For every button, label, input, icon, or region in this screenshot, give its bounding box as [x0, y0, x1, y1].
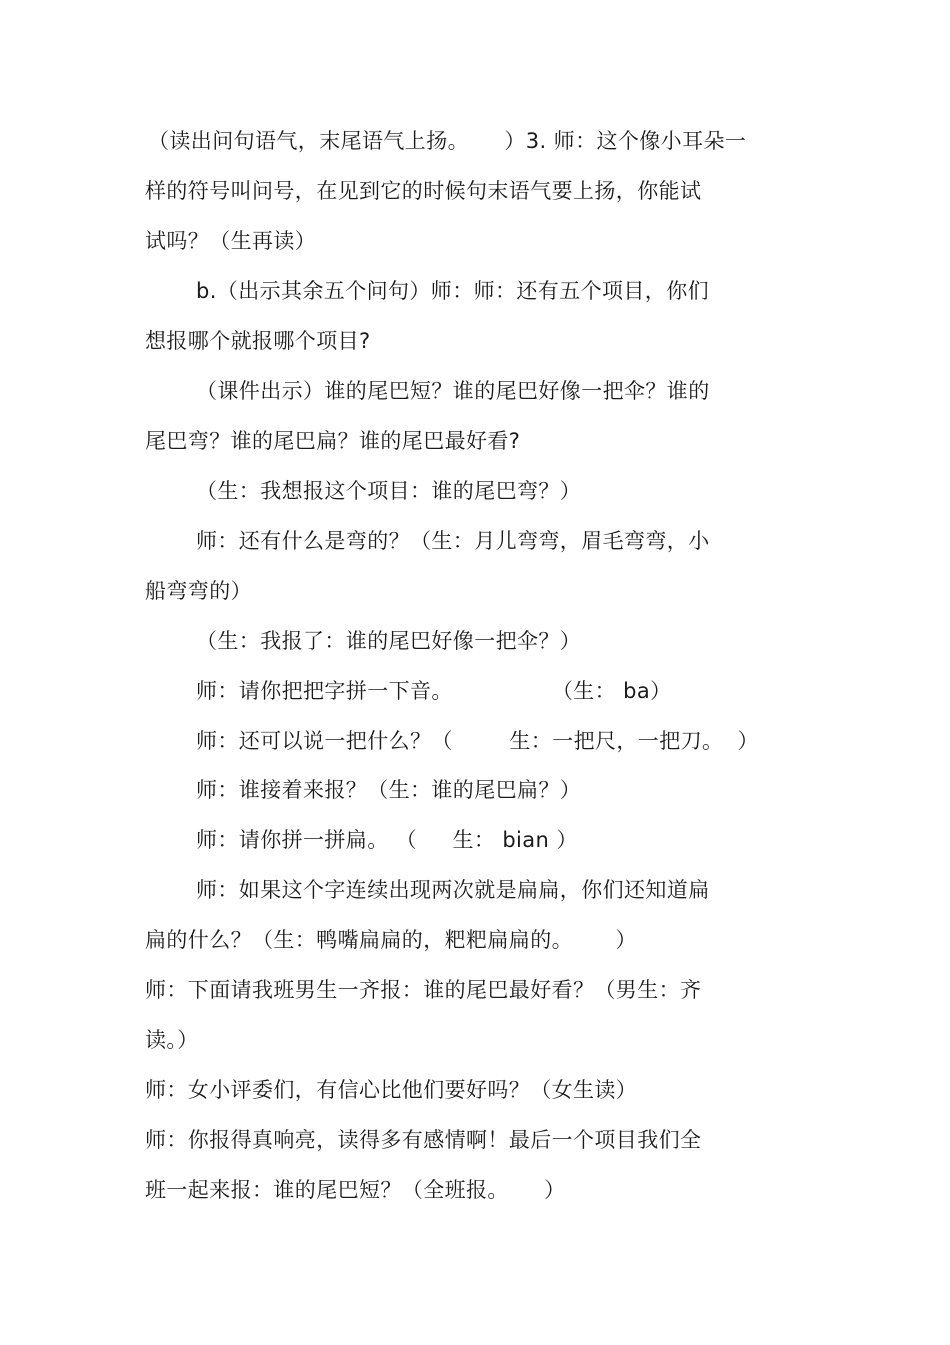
text-line: 船弯弯的）: [145, 579, 252, 603]
text-line: 读。）: [145, 1028, 199, 1052]
text-line: 班一起来报：谁的尾巴短？（全班报。 ）: [145, 1178, 566, 1202]
text-line: （读出问句语气，末尾语气上扬。 ）3. 师：这个像小耳朵一: [148, 129, 747, 153]
text-line: 师：还有什么是弯的？（生：月儿弯弯，眉毛弯弯，小: [196, 529, 710, 553]
text-line: 师：还可以说一把什么？（ 生：一把尺，一把刀。 ）: [196, 729, 759, 753]
text-line: 样的符号叫问号，在见到它的时候句末语气要上扬，你能试: [145, 179, 702, 203]
text-line: （生：我报了：谁的尾巴好像一把伞？）: [196, 629, 582, 653]
text-line: 尾巴弯？谁的尾巴扁？谁的尾巴最好看?: [145, 429, 521, 453]
text-line: 师：下面请我班男生一齐报：谁的尾巴最好看？（男生：齐: [145, 978, 702, 1002]
text-line: 师：请你把把字拼一下音。 （生： ba）: [196, 679, 672, 703]
text-line: （生：我想报这个项目：谁的尾巴弯？）: [196, 479, 582, 503]
text-line: 师：如果这个字连续出现两次就是扁扁，你们还知道扁: [196, 878, 710, 902]
text-line: 想报哪个就报哪个项目?: [145, 329, 371, 353]
text-line: 师：你报得真响亮，读得多有感情啊！最后一个项目我们全: [145, 1128, 702, 1152]
text-line: 扁的什么？（生：鸭嘴扁扁的，粑粑扁扁的。 ）: [145, 928, 637, 952]
text-line: （课件出示）谁的尾巴短？谁的尾巴好像一把伞？谁的: [196, 379, 710, 403]
text-line: 师：请你拼一拼扁。 （ 生： bian ）: [196, 828, 578, 852]
text-line: 试吗？（生再读）: [145, 229, 317, 253]
text-line: 师：女小评委们，有信心比他们要好吗？（女生读）: [145, 1078, 638, 1102]
text-line: 师：谁接着来报？（生：谁的尾巴扁？）: [196, 778, 582, 802]
text-line: b.（出示其余五个问句）师：师：还有五个项目，你们: [196, 279, 710, 303]
